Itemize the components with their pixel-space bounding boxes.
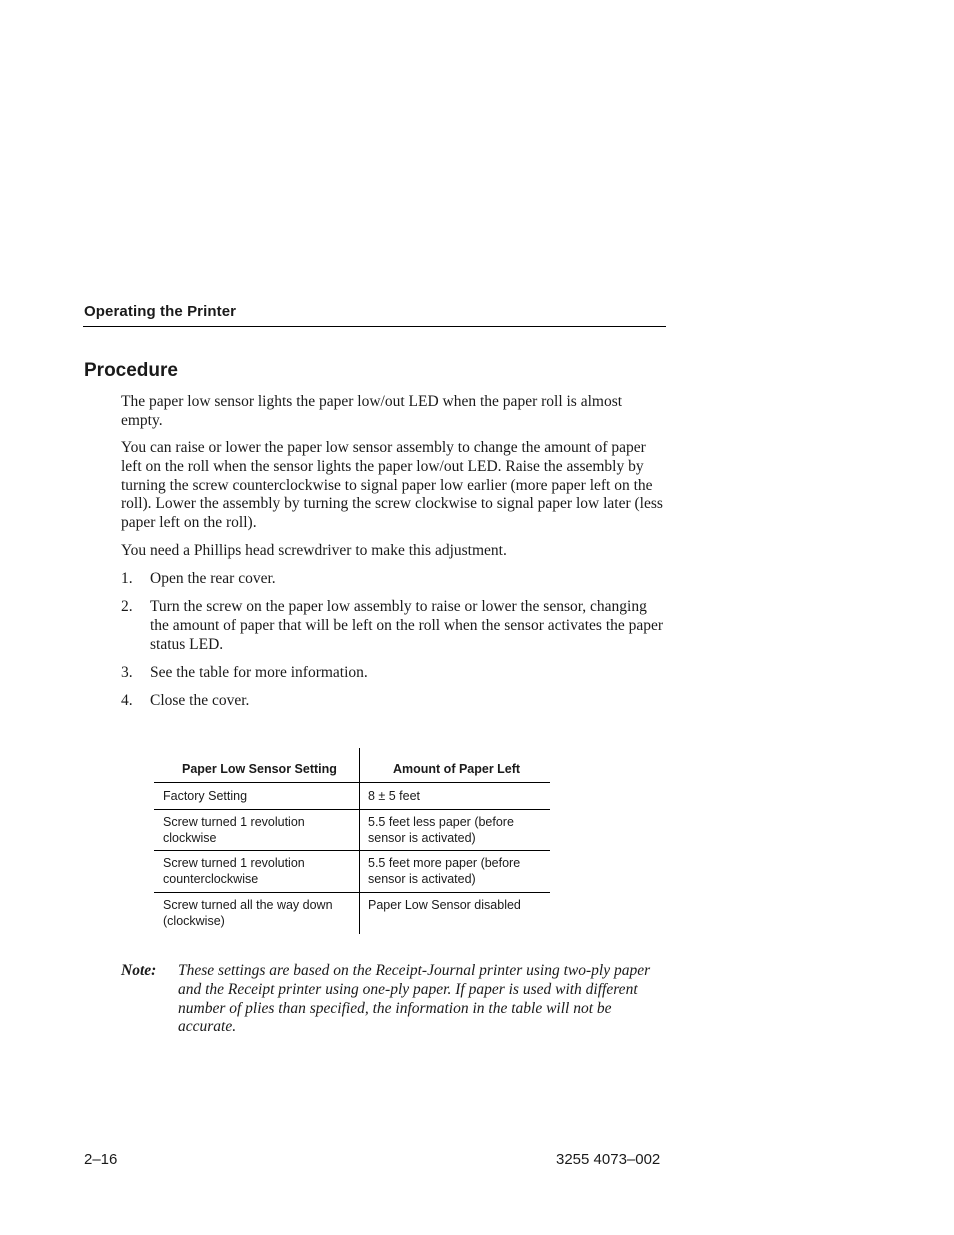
paragraph-intro: The paper low sensor lights the paper low/out LED when the paper roll is almost empty. bbox=[121, 393, 623, 429]
paragraph-tool: You need a Phillips head screwdriver to make this adjustment. bbox=[121, 542, 507, 559]
document-number: 3255 4073–002 bbox=[556, 1151, 661, 1168]
procedure-steps bbox=[121, 570, 666, 720]
table-row-divider bbox=[154, 782, 550, 783]
table-header-amount: Amount of Paper Left bbox=[393, 762, 521, 776]
table-cell-amount: 5.5 feet more paper (before sensor is activated) bbox=[368, 856, 521, 886]
table-row-divider bbox=[154, 850, 550, 851]
step-item bbox=[121, 692, 666, 711]
table-cell-amount: 8 ± 5 feet bbox=[368, 789, 421, 803]
note-label: Note: bbox=[121, 962, 157, 979]
table-row-divider bbox=[154, 892, 550, 893]
step-number: 3. bbox=[121, 663, 133, 681]
step-item bbox=[121, 570, 666, 589]
note-text: These settings are based on the Receipt-Journal printer using two-ply paper and the Receipt printer using one-ply paper. If paper is used with different number of plies than specified, the information in the table will not be accurate. bbox=[178, 962, 651, 1036]
step-text: See the table for more information. bbox=[150, 663, 368, 681]
running-head: Operating the Printer bbox=[84, 303, 237, 320]
table-row-divider bbox=[154, 809, 550, 810]
table-cell-amount: Paper Low Sensor disabled bbox=[368, 898, 521, 912]
step-item bbox=[121, 598, 666, 654]
step-text: Turn the screw on the paper low assembly to raise or lower the sensor, changing the amount of paper that will be left on the roll when the sensor activates the paper status LED. bbox=[150, 597, 664, 653]
table-column-divider bbox=[359, 748, 360, 934]
header-rule bbox=[83, 326, 666, 327]
section-title: Procedure bbox=[84, 360, 178, 381]
table-cell-setting: Screw turned 1 revolution counterclockwise bbox=[163, 856, 305, 886]
paragraph-adjustment: You can raise or lower the paper low sensor assembly to change the amount of paper left on the roll when the sensor lights the paper low/out LED. Raise the assembly by turning the screw counterclockwise to signal paper low earlier (more paper left on the roll). Lower the assembly by turning the screw clockwise to signal paper low later (less paper left on the roll). bbox=[121, 439, 663, 532]
step-text: Open the rear cover. bbox=[150, 570, 276, 587]
table-header-setting: Paper Low Sensor Setting bbox=[182, 762, 337, 776]
sensor-settings-table bbox=[154, 748, 550, 934]
table-cell-setting: Screw turned all the way down (clockwise) bbox=[163, 898, 333, 928]
step-number: 1. bbox=[121, 570, 133, 587]
table-cell-setting: Factory Setting bbox=[163, 789, 248, 803]
step-number: 2. bbox=[121, 597, 133, 615]
table-cell-amount: 5.5 feet less paper (before sensor is activated) bbox=[368, 815, 514, 845]
step-number: 4. bbox=[121, 691, 133, 709]
step-text: Close the cover. bbox=[150, 691, 250, 709]
step-item bbox=[121, 664, 666, 683]
page-number: 2–16 bbox=[84, 1151, 118, 1168]
table-cell-setting: Screw turned 1 revolution clockwise bbox=[163, 815, 305, 845]
